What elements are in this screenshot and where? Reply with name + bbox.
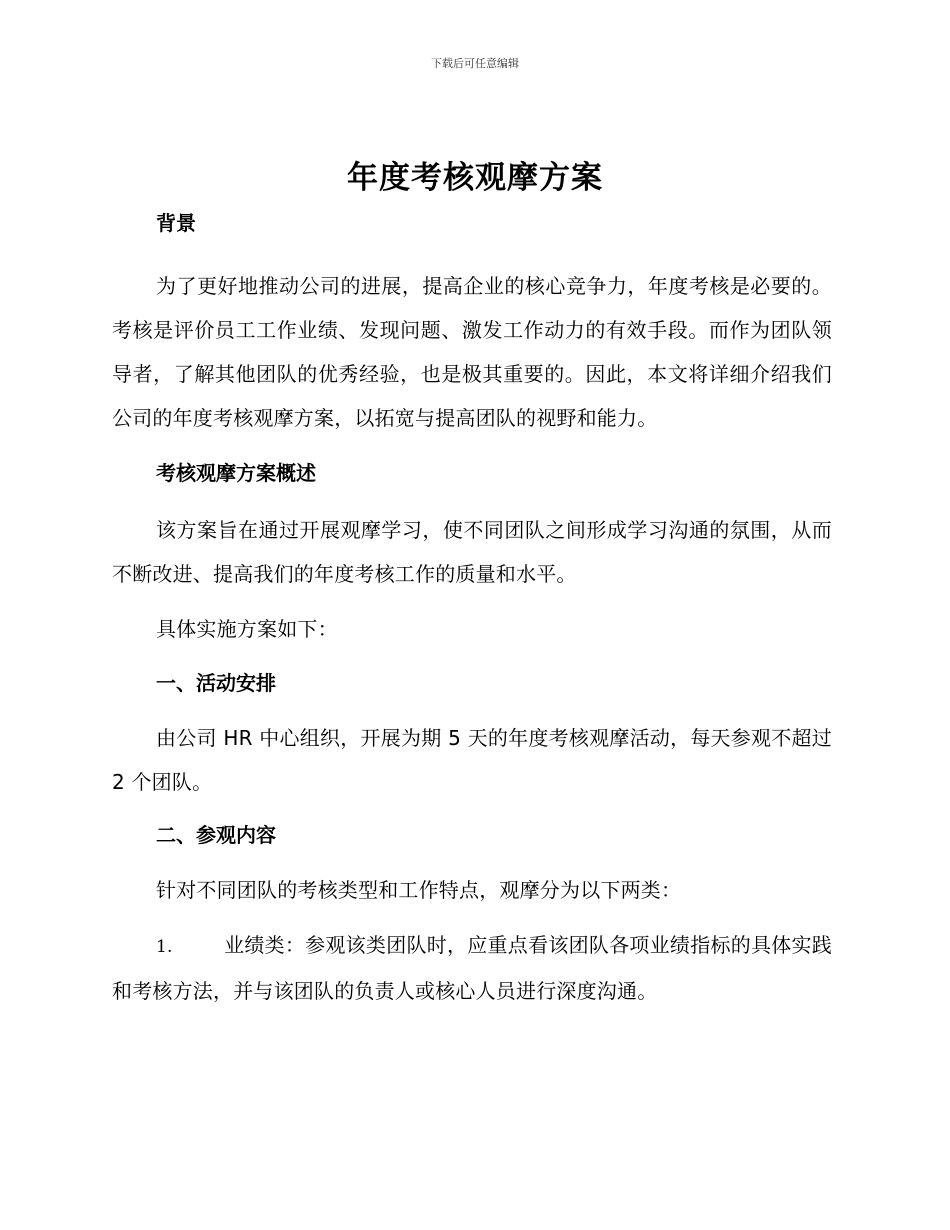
section2-heading: 二、参观内容 (156, 823, 276, 847)
document-title: 年度考核观摩方案 (347, 160, 603, 196)
list-item-text: 业绩类：参观该类团队时，应重点看该团队各项业绩指标的具体实践和考核方法，并与该团队的负责人或核心人员进行深度沟通。 (112, 933, 832, 1003)
section1-heading: 一、活动安排 (156, 671, 276, 695)
implementation-intro: 具体实施方案如下： (156, 617, 338, 641)
overview-paragraph: 该方案旨在通过开展观摩学习，使不同团队之间形成学习沟通的氛围，从而不断改进、提高我们的年度考核工作的质量和水平。 (112, 518, 832, 586)
list-item-number: 1. (156, 937, 173, 957)
background-heading: 背景 (156, 211, 196, 235)
section1-paragraph: 由公司 HR 中心组织，开展为期 5 天的年度考核观摩活动，每天参观不超过 2 个团队。 (112, 726, 832, 794)
document-body (112, 205, 832, 1013)
list-item (112, 923, 832, 1013)
background-paragraph: 为了更好地推动公司的进展，提高企业的核心竞争力，年度考核是必要的。考核是评价员工工作业绩、发现问题、激发工作动力的有效手段。而作为团队领导者，了解其他团队的优秀经验，也是极其重要的。因此，本文将详细介绍我们公司的年度考核观摩方案，以拓宽与提高团队的视野和能力。 (112, 274, 832, 430)
header-note: 下载后可任意编辑 (431, 57, 519, 70)
overview-heading: 考核观摩方案概述 (156, 461, 316, 485)
section2-paragraph: 针对不同团队的考核类型和工作特点，观摩分为以下两类： (156, 878, 682, 902)
